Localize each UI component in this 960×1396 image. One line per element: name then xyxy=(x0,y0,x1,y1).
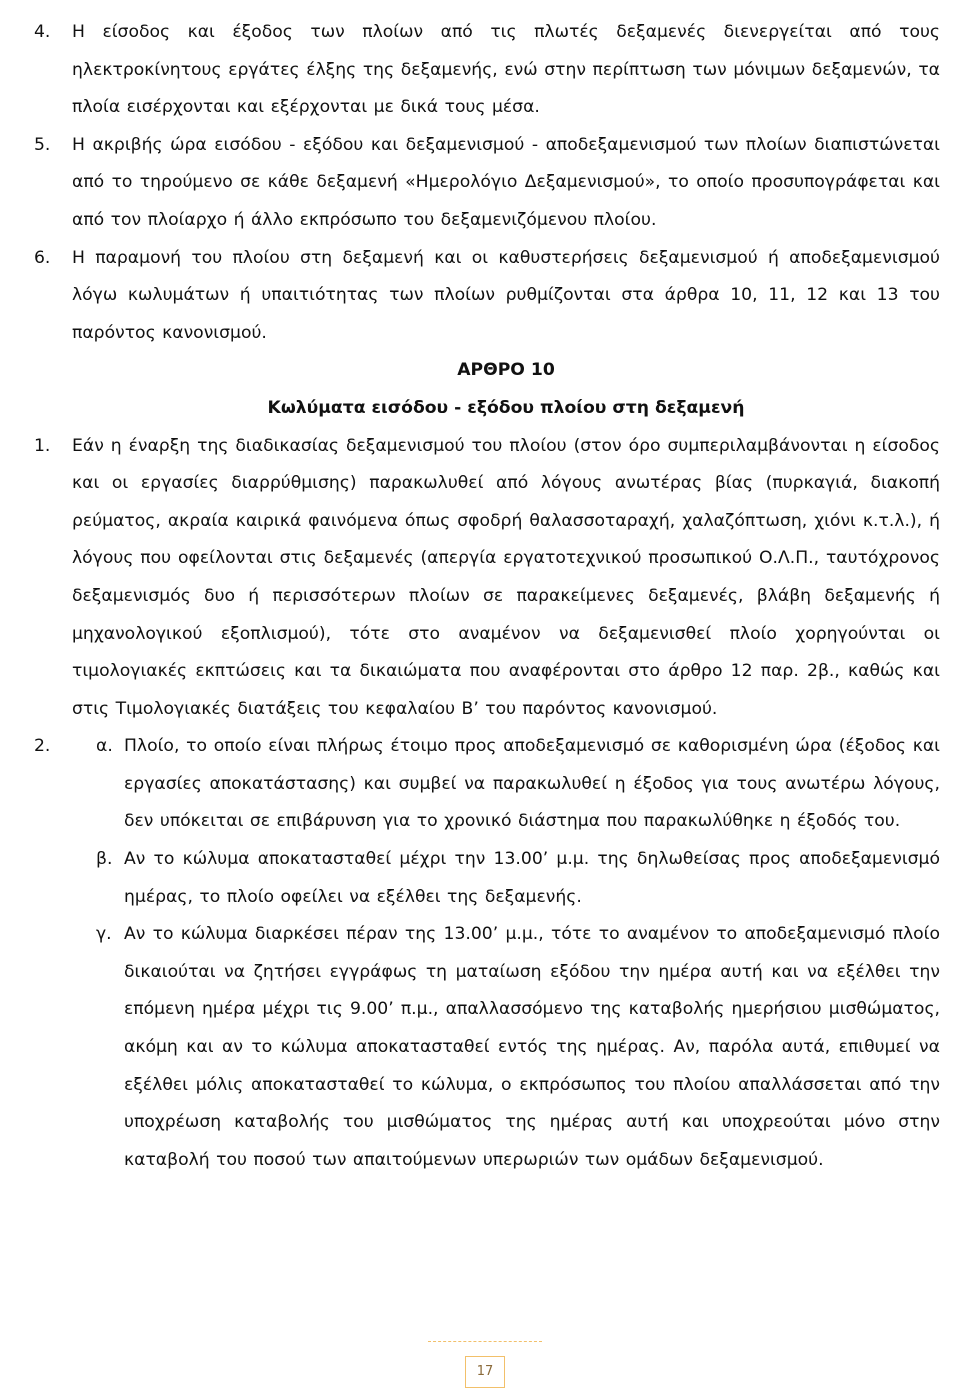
item-text: Η ακριβής ώρα εισόδου - εξόδου και δεξαμενισμού - αποδεξαμενισμού των πλοίων διαπιστώνεται από το τηρούμενο σε κάθε δεξαμενή «Ημερολόγιο Δεξαμενισμού», το οποίο προσυπογράφεται και από τον πλοίαρχο ή άλλο εκπρόσωπο του δεξαμενιζόμενου πλοίου. xyxy=(72,134,940,230)
article-title: ΑΡΘΡΟ 10 xyxy=(457,360,555,381)
item-number: 4. xyxy=(34,22,51,42)
footer-divider xyxy=(428,1341,542,1342)
document-body xyxy=(34,14,940,1179)
sub-item-letter: β. xyxy=(96,849,113,870)
item-text: Η παραμονή του πλοίου στη δεξαμενή και οι καθυστερήσεις δεξαμενισμού ή αποδεξαμενισμού λόγω κωλυμάτων ή υπαιτιότητας των πλοίων ρυθμίζονται στα άρθρα 10, 11, 12 και 13 του παρόντος κανονισμού. xyxy=(72,247,940,343)
list-item xyxy=(34,728,940,1179)
list-item xyxy=(34,14,940,127)
article-subtitle: Κωλύματα εισόδου - εξόδου πλοίου στη δεξαμενή xyxy=(267,397,745,418)
sub-item xyxy=(96,728,940,841)
list-item xyxy=(34,127,940,240)
sub-item-letter: α. xyxy=(96,736,113,757)
item-number: 6. xyxy=(34,247,51,268)
item-number: 2. xyxy=(34,736,51,757)
sub-item xyxy=(96,916,940,1179)
sub-item-text: Πλοίο, το οποίο είναι πλήρως έτοιμο προς αποδεξαμενισμό σε καθορισμένη ώρα (έξοδος και εργασίες αποκατάστασης) και συμβεί να παρακωλυθεί η έξοδος για τους ανωτέρω λόγους, δεν υπόκειται σε επιβάρυνση για το χρονικό διάστημα που παρακωλύθηκε η έξοδός του. xyxy=(124,736,940,832)
list-item xyxy=(34,428,940,729)
page-number: 17 xyxy=(465,1356,505,1388)
sub-item-text: Αν το κώλυμα αποκατασταθεί μέχρι την 13.00’ μ.μ. της δηλωθείσας προς αποδεξαμενισμό ημέρας, το πλοίο οφείλει να εξέλθει της δεξαμενής. xyxy=(124,849,940,907)
list-item xyxy=(34,240,940,353)
sub-item xyxy=(96,841,940,916)
sub-item-text: Αν το κώλυμα διαρκέσει πέραν της 13.00’ μ.μ., τότε το αναμένον το αποδεξαμενισμό πλοίο δικαιούται να ζητήσει εγγράφως τη ματαίωση εξόδου την ημέρα αυτή και να εξέλθει την επόμενη ημέρα μέχρι τις 9.00’ π.μ., απαλλασσόμενο της καταβολής ημερήσιου μισθώματος, ακόμη και αν το κώλυμα αποκατασταθεί εντός της ημέρας. Αν, παρόλα αυτά, επιθυμεί να εξέλθει μόλις αποκατασταθεί το κώλυμα, ο εκπρόσωπος του πλοίου απαλλάσσεται από την υποχρέωση καταβολής του μισθώματος της ημέρας αυτή και υποχρεούται μόνο στην καταβολή του ποσού των απαιτούμενων υπερωριών των ομάδων δεξαμενισμού. xyxy=(124,924,940,1170)
item-number: 1. xyxy=(34,435,51,456)
item-number: 5. xyxy=(34,134,51,155)
item-text: Η είσοδος και έξοδος των πλοίων από τις πλωτές δεξαμενές διενεργείται από τους ηλεκτροκίνητους εργάτες έλξης της δεξαμενής, ενώ στην περίπτωση των μόνιμων δεξαμενών, τα πλοία εισέρχονται και εξέρχονται με δικά τους μέσα. xyxy=(72,22,940,118)
sub-item-letter: γ. xyxy=(96,924,112,945)
item-text: Εάν η έναρξη της διαδικασίας δεξαμενισμού του πλοίου (στον όρο συμπεριλαμβάνονται η είσοδος και οι εργασίες διαρρύθμισης) παρακωλυθεί από λόγους ανωτέρας βίας (πυρκαγιά, διακοπή ρεύματος, ακραία καιρικά φαινόμενα όπως σφοδρή θαλασσοταραχή, χαλαζόπτωση, χιόνι κ.τ.λ.), ή λόγους που οφείλονται στις δεξαμενές (απεργία εργατοτεχνικού προσωπικού Ο.Λ.Π., ταυτόχρονος δεξαμενισμός δυο ή περισσότερων πλοίων σε παρακείμενες δεξαμενές, βλάβη δεξαμενής ή μηχανολογικού εξοπλισμού), τότε στο αναμένον να δεξαμενισθεί πλοίο χορηγούνται οι τιμολογιακές εκπτώσεις και τα δικαιώματα που αναφέρονται στο άρθρο 12 παρ. 2β., καθώς και στις Τιμολογιακές διατάξεις του κεφαλαίου Β’ του παρόντος κανονισμού. xyxy=(72,435,940,719)
